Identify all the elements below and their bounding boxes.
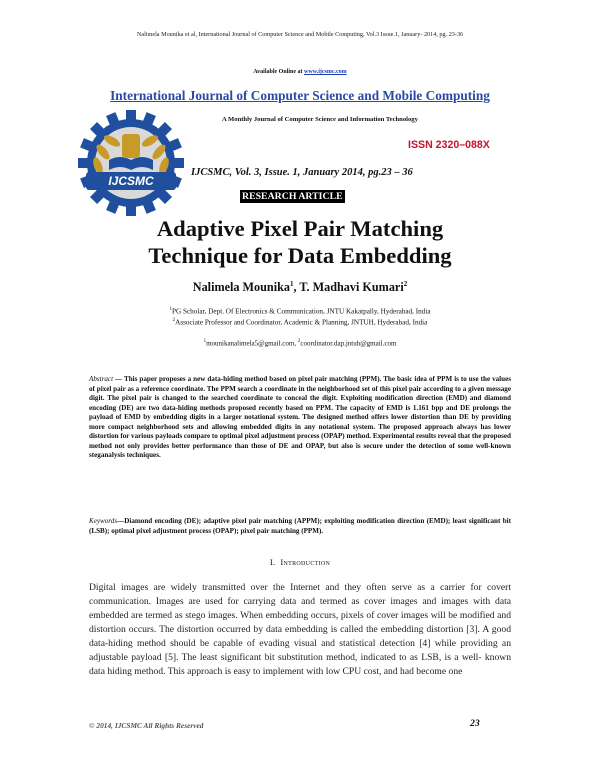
footer-page-number: 23 bbox=[470, 718, 480, 729]
availability-line bbox=[0, 69, 600, 75]
journal-url-link[interactable]: www.ijcsmc.com bbox=[304, 69, 347, 75]
affiliation-2 bbox=[0, 318, 600, 326]
author-2: T. Madhavi Kumari bbox=[299, 280, 404, 295]
keywords-label: Keywords bbox=[89, 517, 118, 525]
section-heading bbox=[0, 557, 600, 567]
running-header: Nalimela Mounika et al, International Journal of Computer Science and Mobile Computing, Vol.3 Issue.1, January- 2014, pg. 23-36 bbox=[136, 31, 464, 38]
abstract-text: This paper proposes a new data-hiding method based on pixel pair matching (PPM). The basic idea of PPM is to use the values of pixel pair as a reference coordinate. The PPM search a coordinate in the neighborhood set of this pixel pair according to a given message digit. The pixel pair is changed to the searched coordinate to conceal the digit. Exploiting modification direction (EMD) and diamond encoding (DE) are two data-hiding methods proposed recently based on PPM. The capacity of EMD is 1.161 bpp and DE prolongs the payload of EMD by embedding digits in a larger notational system. The designed method offers lower distortion than DE by providing more compact neighborhood sets and allowing embedded digits in any notational system. The proposed approach always has lower distortion for various payloads compare to optimal pixel adjustment process (OPAP) method. Experimental results reveal that the proposed method not only provides better performance than those of DE and OPAP, but also is secure under the detection of some well-known steganalysis techniques. bbox=[89, 375, 511, 459]
email-1[interactable]: mounikanalimela5@gmail.com, bbox=[206, 339, 298, 348]
title-line-2: Technique for Data Embedding bbox=[148, 243, 452, 268]
journal-title[interactable]: International Journal of Computer Science and Mobile Computing bbox=[110, 88, 490, 103]
affiliation-2-sup: 2 bbox=[172, 318, 176, 323]
title-line-1: Adaptive Pixel Pair Matching bbox=[156, 216, 444, 241]
affiliation-1-sup: 1 bbox=[169, 307, 172, 312]
keywords-text: Diamond encoding (DE); adaptive pixel pair matching (APPM); exploiting modification direction (EMD); least significant bit (LSB); optimal pixel adjustment process (OPAP); pixel pair matching (PPM). bbox=[89, 517, 511, 535]
keywords-dash: — bbox=[117, 517, 125, 525]
journal-subtitle: A Monthly Journal of Computer Science and Information Technology bbox=[222, 116, 418, 123]
abstract-paragraph bbox=[89, 375, 511, 461]
email-1-sup: 1 bbox=[203, 339, 207, 344]
issn-label: ISSN 2320–088X bbox=[408, 139, 490, 151]
citation-line: IJCSMC, Vol. 3, Issue. 1, January 2014, pg.23 – 36 bbox=[191, 167, 413, 178]
availability-prefix: Available Online at bbox=[253, 69, 305, 75]
author-emails bbox=[0, 339, 600, 347]
abstract-dash: — bbox=[113, 375, 124, 383]
author-1-sup: 1 bbox=[289, 280, 294, 288]
paper-title bbox=[0, 215, 600, 269]
logo-text: IJCSMC bbox=[108, 174, 154, 188]
article-type-badge: RESEARCH ARTICLE bbox=[242, 191, 343, 202]
author-1: Nalimela Mounika bbox=[192, 280, 290, 295]
section-title: Introduction bbox=[280, 557, 331, 567]
affiliation-2-text: Associate Professor and Coordinator, Academic & Planning, JNTUH, Hyderabad, India bbox=[175, 318, 428, 327]
author-line bbox=[0, 280, 600, 295]
affiliation-1-text: PG Scholar, Dept. Of Electronics & Communication, JNTU Kakatpally, Hyderabad, India bbox=[171, 307, 431, 316]
email-2-sup: 2 bbox=[297, 339, 301, 344]
email-2[interactable]: coordinator.dap.jntuh@gmail.com bbox=[300, 339, 397, 348]
journal-logo bbox=[76, 108, 186, 218]
introduction-paragraph: Digital images are widely transmitted over the Internet and they often serve as a carrier for covert communication. Images are used for carrying data and termed as cover images and images with data embedded are termed as stego images. When embedding occurs, pixels of cover images will be modified and distortion occurs. The distortion occurred by data embedding is called the embedding distortion [3]. A good data-hiding method should be capable of evading visual and statistical detection [4] while providing an adjustable payload [5]. The least significant bit substitution method, indicated to as LSB, is a well- known data hiding method. This approach is easy to implement with low CPU cost, and had become one bbox=[89, 582, 511, 677]
author-separator: , bbox=[293, 280, 300, 295]
abstract-label: Abstract bbox=[89, 375, 114, 383]
author-2-sup: 2 bbox=[403, 280, 408, 288]
keywords-paragraph bbox=[89, 517, 511, 536]
footer-copyright: © 2014, IJCSMC All Rights Reserved bbox=[89, 721, 204, 730]
affiliation-1 bbox=[0, 307, 600, 315]
section-number: I. bbox=[269, 557, 276, 567]
